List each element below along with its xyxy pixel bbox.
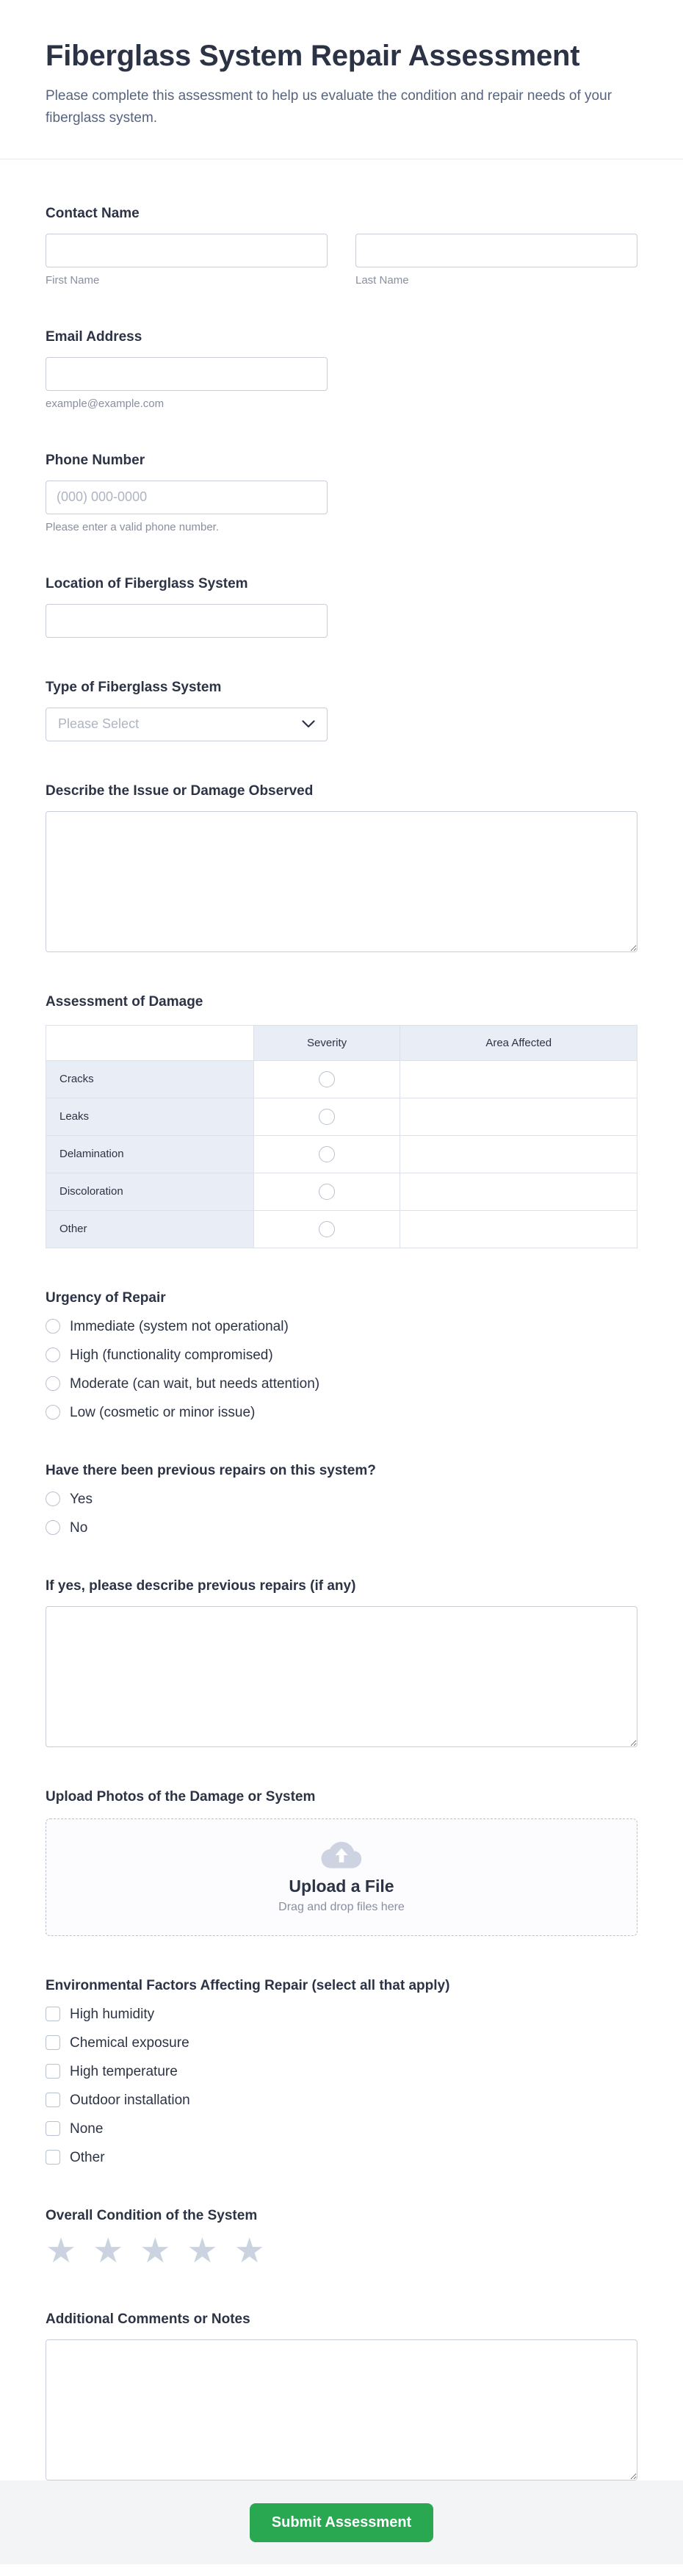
environmental-option-label: High humidity — [70, 2006, 155, 2022]
comments-label: Additional Comments or Notes — [46, 2311, 250, 2327]
location-label: Location of Fiberglass System — [46, 575, 248, 591]
system-type-label: Type of Fiberglass System — [46, 679, 222, 695]
environmental-checkbox[interactable] — [46, 2035, 60, 2050]
star-rating — [46, 2231, 637, 2270]
severity-column-header: Severity — [253, 1025, 400, 1060]
issue-label: Describe the Issue or Damage Observed — [46, 782, 314, 799]
question-previous-repairs — [46, 1462, 637, 1536]
system-type-select[interactable] — [46, 708, 328, 741]
question-system-type — [46, 679, 637, 741]
chevron-down-icon — [302, 720, 315, 728]
damage-table-label: Assessment of Damage — [46, 993, 203, 1010]
urgency-option-moderate[interactable] — [46, 1375, 637, 1392]
environmental-checkbox[interactable] — [46, 2064, 60, 2079]
email-input[interactable] — [46, 357, 328, 391]
last-name-field — [355, 234, 637, 287]
bottom-strip — [0, 2564, 683, 2576]
first-name-field — [46, 234, 328, 287]
phone-sublabel: Please enter a valid phone number. — [46, 520, 219, 533]
damage-row-label: Delamination — [46, 1135, 254, 1173]
table-row — [46, 1060, 637, 1098]
phone-label: Phone Number — [46, 452, 145, 468]
area-affected-input-cell[interactable] — [400, 1060, 637, 1098]
damage-table — [46, 1025, 637, 1248]
question-previous-repairs-description — [46, 1577, 637, 1747]
environmental-option-label: Other — [70, 2149, 105, 2165]
damage-row-label: Cracks — [46, 1060, 254, 1098]
previous-repairs-label: Have there been previous repairs on this system? — [46, 1462, 376, 1478]
urgency-option-low[interactable] — [46, 1404, 637, 1421]
form-body — [0, 159, 683, 2480]
contact-name-label: Contact Name — [46, 205, 140, 221]
email-label: Email Address — [46, 328, 142, 345]
question-phone — [46, 452, 637, 534]
urgency-radio[interactable] — [46, 1319, 60, 1334]
previous-repairs-option-no[interactable] — [46, 1519, 637, 1536]
question-email — [46, 328, 637, 411]
upload-label: Upload Photos of the Damage or System — [46, 1788, 316, 1805]
environmental-label: Environmental Factors Affecting Repair (select all that apply) — [46, 1977, 450, 1993]
upload-cloud-icon — [320, 1840, 363, 1871]
urgency-options — [46, 1318, 637, 1421]
environmental-checkbox[interactable] — [46, 2150, 60, 2165]
damage-table-corner-cell — [46, 1025, 254, 1060]
environmental-option-high-humidity[interactable] — [46, 2006, 637, 2023]
environmental-option-label: High temperature — [70, 2063, 178, 2079]
urgency-option-label: Moderate (can wait, but needs attention) — [70, 1375, 320, 1392]
area-affected-input-cell[interactable] — [400, 1173, 637, 1210]
table-row — [46, 1210, 637, 1248]
first-name-sublabel: First Name — [46, 273, 100, 287]
environmental-checkbox[interactable] — [46, 2121, 60, 2136]
star-icon[interactable]: ★ — [234, 2230, 265, 2270]
system-type-selected-value: Please Select — [58, 716, 140, 732]
question-environmental — [46, 1977, 637, 2166]
first-name-input[interactable] — [46, 234, 328, 267]
email-sublabel: example@example.com — [46, 397, 165, 410]
environmental-option-outdoor-installation[interactable] — [46, 2092, 637, 2109]
damage-row-label: Discoloration — [46, 1173, 254, 1210]
contact-name-inputs — [46, 234, 637, 287]
question-condition — [46, 2207, 637, 2270]
previous-repairs-yes-radio[interactable] — [46, 1492, 60, 1506]
question-comments — [46, 2311, 637, 2480]
table-row — [46, 1098, 637, 1135]
area-affected-input-cell[interactable] — [400, 1210, 637, 1248]
previous-repairs-description-textarea[interactable] — [46, 1606, 637, 1747]
damage-table-header-row — [46, 1025, 637, 1060]
urgency-radio[interactable] — [46, 1405, 60, 1420]
page-title: Fiberglass System Repair Assessment — [46, 40, 580, 72]
question-urgency — [46, 1289, 637, 1421]
upload-hint: Drag and drop files here — [278, 1901, 405, 1914]
previous-repairs-description-label: If yes, please describe previous repairs (if any) — [46, 1577, 356, 1594]
severity-cell — [253, 1060, 400, 1098]
previous-repairs-no-radio[interactable] — [46, 1520, 60, 1535]
environmental-option-none[interactable] — [46, 2120, 637, 2137]
damage-row-label: Leaks — [46, 1098, 254, 1135]
environmental-option-label: Chemical exposure — [70, 2034, 189, 2051]
condition-label: Overall Condition of the System — [46, 2207, 258, 2223]
environmental-option-high-temperature[interactable] — [46, 2063, 637, 2080]
previous-repairs-option-yes[interactable] — [46, 1491, 637, 1508]
severity-radio[interactable] — [319, 1109, 335, 1125]
submit-button[interactable]: Submit Assessment — [250, 2503, 433, 2542]
form-footer — [0, 2480, 683, 2564]
environmental-option-label: Outdoor installation — [70, 2092, 190, 2108]
star-icon[interactable]: ★ — [46, 2230, 77, 2270]
question-location — [46, 575, 637, 638]
question-damage-table — [46, 993, 637, 1248]
urgency-option-label: High (functionality compromised) — [70, 1347, 273, 1363]
severity-cell — [253, 1135, 400, 1173]
question-issue — [46, 782, 637, 952]
form-header — [0, 0, 683, 129]
upload-title: Upload a File — [289, 1877, 394, 1896]
issue-textarea[interactable] — [46, 811, 637, 952]
phone-input[interactable] — [46, 481, 328, 514]
severity-radio[interactable] — [319, 1184, 335, 1200]
star-icon[interactable]: ★ — [93, 2230, 124, 2270]
severity-radio[interactable] — [319, 1071, 335, 1087]
page-subtitle: Please complete this assessment to help us evaluate the condition and repair needs of your fiberglass system. — [46, 88, 612, 126]
table-row — [46, 1173, 637, 1210]
previous-repairs-option-label: Yes — [70, 1491, 93, 1507]
urgency-option-label: Immediate (system not operational) — [70, 1318, 289, 1334]
upload-dropzone[interactable] — [46, 1818, 637, 1936]
area-affected-column-header: Area Affected — [400, 1025, 637, 1060]
urgency-radio[interactable] — [46, 1348, 60, 1362]
previous-repairs-options — [46, 1491, 637, 1536]
damage-row-label: Other — [46, 1210, 254, 1248]
area-affected-input-cell[interactable] — [400, 1135, 637, 1173]
urgency-radio[interactable] — [46, 1376, 60, 1391]
question-upload — [46, 1788, 637, 1936]
environmental-checkbox[interactable] — [46, 2007, 60, 2021]
severity-radio[interactable] — [319, 1221, 335, 1237]
urgency-option-high[interactable] — [46, 1347, 637, 1364]
previous-repairs-option-label: No — [70, 1519, 88, 1536]
environmental-options — [46, 2006, 637, 2166]
severity-radio[interactable] — [319, 1146, 335, 1162]
environmental-checkbox[interactable] — [46, 2093, 60, 2107]
comments-textarea[interactable] — [46, 2339, 637, 2480]
table-row — [46, 1135, 637, 1173]
urgency-option-immediate[interactable] — [46, 1318, 637, 1335]
severity-cell — [253, 1210, 400, 1248]
star-icon[interactable]: ★ — [140, 2230, 171, 2270]
environmental-option-other[interactable] — [46, 2149, 637, 2166]
environmental-option-label: None — [70, 2120, 104, 2137]
last-name-sublabel: Last Name — [355, 273, 409, 287]
star-icon[interactable]: ★ — [187, 2230, 218, 2270]
environmental-option-chemical-exposure[interactable] — [46, 2034, 637, 2051]
severity-cell — [253, 1098, 400, 1135]
question-contact-name — [46, 205, 637, 287]
urgency-label: Urgency of Repair — [46, 1289, 166, 1306]
location-input[interactable] — [46, 604, 328, 638]
last-name-input[interactable] — [355, 234, 637, 267]
urgency-option-label: Low (cosmetic or minor issue) — [70, 1404, 256, 1420]
severity-cell — [253, 1173, 400, 1210]
area-affected-input-cell[interactable] — [400, 1098, 637, 1135]
